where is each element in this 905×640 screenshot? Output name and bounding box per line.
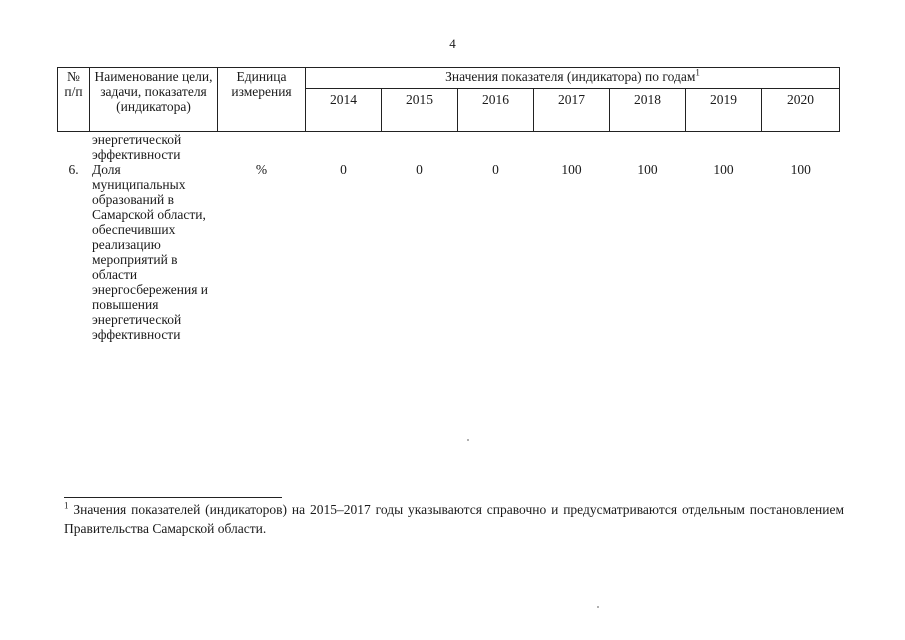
row-value: 0 (416, 162, 423, 177)
row-value: 100 (713, 162, 734, 177)
footnote-rule (64, 497, 282, 498)
row-unit: % (255, 162, 268, 177)
header-year: 2015 (382, 89, 458, 132)
table-row (58, 162, 840, 342)
row-value: 0 (492, 162, 499, 177)
footnote-marker: 1 (64, 500, 69, 511)
header-values-group (306, 68, 840, 89)
header-year: 2017 (534, 89, 610, 132)
header-footnote-marker: 1 (695, 67, 700, 78)
row-num: 6. (68, 162, 79, 177)
header-year: 2019 (686, 89, 762, 132)
row-value: 100 (561, 162, 582, 177)
header-values-group-label: Значения показателя (индикатора) по годам (445, 69, 696, 84)
footnote (64, 500, 844, 538)
indicators-table (57, 67, 840, 342)
scan-speck (597, 606, 599, 608)
header-num: № п/п (58, 68, 90, 132)
scan-speck (467, 439, 469, 441)
row-value: 100 (637, 162, 658, 177)
footnote-text: Значения показателей (индикаторов) на 2015–2017 годы указываются справочно и предусматриваются отдельным постановлением Правительства Самарской области. (64, 502, 844, 536)
header-year: 2016 (458, 89, 534, 132)
header-unit: Единица измерения (218, 68, 306, 132)
header-year: 2020 (762, 89, 840, 132)
continued-text-label: энергетической эффективности (92, 132, 182, 162)
row-value: 0 (340, 162, 347, 177)
row-name: Доля муниципальных образований в Самарской области, обеспечивших реализацию мероприятий в области энергосбережения и повышения энергетической эффективности (92, 162, 209, 342)
table-row-continued (58, 132, 840, 163)
header-year: 2014 (306, 89, 382, 132)
header-year: 2018 (610, 89, 686, 132)
header-name: Наименование цели, задачи, показателя (индикатора) (90, 68, 218, 132)
row-value: 100 (790, 162, 811, 177)
continued-text (90, 132, 218, 163)
page-number: 4 (449, 36, 456, 51)
